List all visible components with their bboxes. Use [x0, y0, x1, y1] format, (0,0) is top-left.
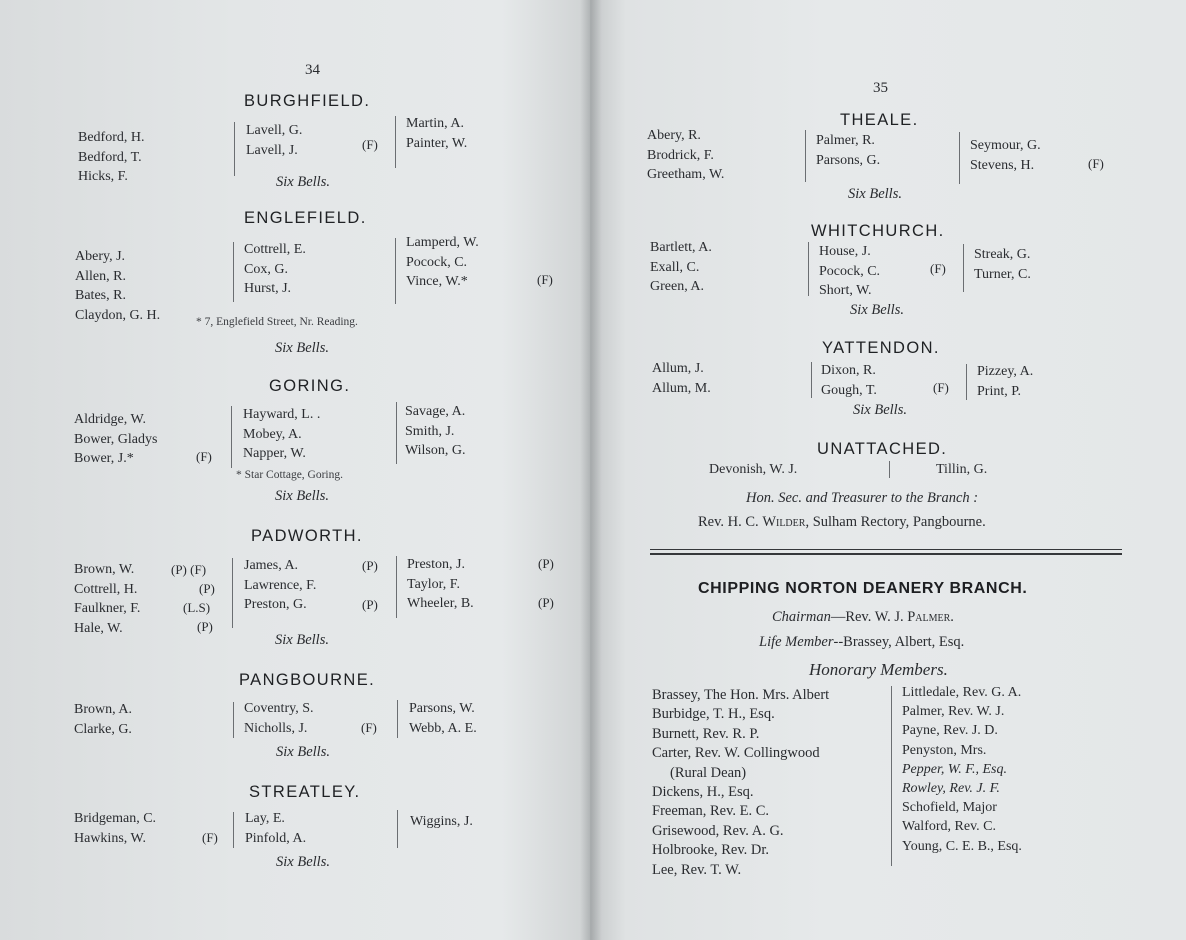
member-name: Smith, J. — [405, 423, 455, 439]
chairman-label: Chairman — [772, 609, 831, 625]
section-title: UNATTACHED. — [817, 440, 948, 458]
bells-label: Six Bells. — [276, 854, 330, 870]
member-name: Lamperd, W. — [406, 235, 479, 250]
column-divider — [811, 362, 812, 398]
column-divider — [889, 461, 890, 478]
member-name: Pocock, C. — [406, 254, 468, 270]
column-divider — [396, 402, 397, 464]
member-name: Taylor, F. — [407, 576, 460, 592]
section-title: PANGBOURNE. — [239, 671, 376, 689]
member-name: Bower, J.* — [74, 451, 134, 466]
member-name: Savage, A. — [405, 404, 466, 419]
member-name: Holbrooke, Rev. Dr. — [652, 842, 770, 859]
member-name: Claydon, G. H. — [75, 307, 161, 323]
member-name: Short, W. — [819, 283, 872, 298]
member-name: Parsons, W. — [409, 701, 475, 716]
member-name: Lee, Rev. T. W. — [652, 861, 742, 878]
hon-sec-name: Wilder — [762, 514, 806, 530]
column-divider — [232, 558, 233, 628]
member-name: Schofield, Major — [902, 800, 997, 816]
member-name: Preston, G. — [244, 597, 307, 612]
member-name: Pizzey, A. — [977, 364, 1034, 379]
section-title: THEALE. — [840, 111, 919, 129]
member-name: Streak, G. — [974, 247, 1031, 262]
member-name: Freeman, Rev. E. C. — [652, 803, 770, 820]
names-column-1 — [74, 809, 156, 848]
hon-sec-rev: Rev. H. C. — [698, 514, 763, 530]
column-divider — [959, 132, 960, 184]
member-name: Dixon, R. — [821, 363, 876, 378]
member-name: Nicholls, J. — [244, 720, 308, 736]
section-title: YATTENDON. — [822, 339, 940, 357]
section-title: WHITCHURCH. — [811, 222, 945, 240]
member-name: Bridgeman, C. — [74, 811, 157, 826]
member-name: Preston, J. — [407, 557, 465, 572]
member-name: Pinfold, A. — [245, 830, 307, 846]
names-column-1 — [74, 410, 157, 469]
member-name: Wilson, G. — [405, 443, 466, 458]
column-divider — [891, 686, 892, 866]
member-name: Brodrick, F. — [647, 147, 714, 163]
hon-sec-address: , Sulham Rectory, Pangbourne. — [805, 514, 986, 530]
names-column-1 — [78, 128, 145, 187]
page-number-right: 35 — [873, 80, 888, 96]
member-tag: (F) — [362, 137, 378, 152]
names-column-1 — [74, 560, 140, 638]
member-name: Exall, C. — [650, 259, 700, 275]
member-name: Devonish, W. J. — [709, 462, 798, 477]
member-name: Martin, A. — [406, 116, 464, 131]
names-column-3 — [977, 362, 1033, 401]
member-tag: (F) — [537, 272, 553, 287]
names-column-3 — [970, 136, 1041, 175]
bells-label: Six Bells. — [853, 402, 907, 418]
footnote: * 7, Englefield Street, Nr. Reading. — [196, 316, 358, 328]
member-name: (Rural Dean) — [670, 764, 747, 781]
member-name: Bower, Gladys — [74, 431, 158, 447]
honorary-members-heading: Honorary Members. — [809, 660, 948, 679]
bells-label: Six Bells. — [275, 340, 329, 356]
member-name: Gough, T. — [821, 382, 877, 398]
member-name: Bates, R. — [75, 288, 126, 303]
names-column-2 — [816, 131, 880, 170]
member-tag: (P) (F) — [171, 562, 207, 577]
column-divider — [963, 244, 964, 292]
member-name: Greetham, W. — [647, 167, 725, 182]
member-name: Young, C. E. B., Esq. — [902, 838, 1022, 854]
column-divider — [233, 702, 234, 738]
member-name: Brown, W. — [74, 562, 135, 577]
member-name: Hale, W. — [74, 620, 123, 636]
bells-label: Six Bells. — [275, 488, 329, 504]
member-name: Bedford, H. — [78, 130, 145, 145]
member-tag: (F) — [930, 261, 946, 276]
member-name: Pepper, W. F., Esq. — [902, 761, 1007, 777]
column-divider — [397, 810, 398, 848]
member-name: Seymour, G. — [970, 138, 1041, 153]
member-name: Turner, C. — [974, 266, 1031, 282]
member-name: Painter, W. — [406, 135, 468, 151]
column-divider — [397, 700, 398, 738]
column-divider — [234, 122, 235, 176]
member-tag: (L.S) — [183, 600, 211, 615]
member-name: Palmer, Rev. W. J. — [902, 704, 1005, 720]
names-column-3 — [974, 245, 1031, 284]
member-name: Wiggins, J. — [410, 814, 473, 829]
member-name: Payne, Rev. J. D. — [902, 723, 998, 739]
names-column-3 — [407, 555, 474, 614]
life-member-line — [759, 634, 964, 651]
page-number-left: 34 — [305, 62, 320, 78]
member-tag: (F) — [202, 830, 218, 845]
names-column-2 — [244, 240, 306, 299]
section-title: PADWORTH. — [251, 527, 363, 545]
names-column-2 — [821, 361, 877, 400]
member-name: Pocock, C. — [819, 263, 881, 279]
column-divider — [395, 116, 396, 168]
column-divider — [396, 556, 397, 618]
member-name: Lawrence, F. — [244, 577, 317, 593]
branch-title: CHIPPING NORTON DEANERY BRANCH. — [698, 580, 1028, 597]
member-tag: (F) — [933, 380, 949, 395]
member-name: Dickens, H., Esq. — [652, 784, 754, 801]
member-name: Palmer, R. — [816, 133, 875, 148]
member-name: Cottrell, E. — [244, 242, 306, 257]
member-name: Print, P. — [977, 383, 1021, 399]
section-title: STREATLEY. — [249, 783, 361, 801]
member-name: Walford, Rev. C. — [902, 819, 997, 835]
names-column-2 — [246, 121, 302, 160]
unattached-left — [709, 460, 797, 480]
member-name: Penyston, Mrs. — [902, 742, 987, 758]
member-name: Cottrell, H. — [74, 581, 138, 597]
member-name: Clarke, G. — [74, 721, 132, 737]
column-divider — [231, 406, 232, 468]
bells-label: Six Bells. — [276, 174, 330, 190]
section-title: BURGHFIELD. — [244, 92, 371, 110]
member-tag: (P) — [197, 619, 213, 634]
names-column-3 — [406, 114, 467, 153]
column-divider — [808, 242, 809, 296]
member-name: Mobey, A. — [243, 426, 302, 442]
member-name: Webb, A. E. — [409, 720, 477, 736]
member-tag: (P) — [538, 595, 554, 610]
member-tag: (P) — [199, 581, 215, 596]
member-tag: (F) — [361, 720, 377, 735]
member-name: Faulkner, F. — [74, 601, 141, 616]
member-name: Bedford, T. — [78, 149, 142, 165]
member-name: Allen, R. — [75, 268, 126, 284]
page-34 — [0, 0, 590, 940]
unattached-right — [936, 460, 987, 480]
member-name: Carter, Rev. W. Collingwood — [652, 745, 820, 762]
section-title: ENGLEFIELD. — [244, 209, 367, 227]
member-name: Coventry, S. — [244, 701, 314, 716]
names-column-3 — [410, 812, 473, 832]
names-column-1 — [75, 247, 160, 325]
member-tag: (F) — [1088, 156, 1104, 171]
member-name: Allum, J. — [652, 361, 704, 376]
life-member-label: Life Member — [759, 634, 834, 650]
member-name: Bartlett, A. — [650, 240, 712, 255]
member-name: Cox, G. — [244, 261, 288, 277]
member-name: Rowley, Rev. J. F. — [902, 781, 1000, 797]
honorary-members-right — [902, 683, 1022, 856]
chairman-name: Palmer. — [907, 609, 954, 625]
member-name: Vince, W.* — [406, 274, 468, 289]
member-name: Tillin, G. — [936, 462, 988, 477]
member-name: Lavell, J. — [246, 142, 298, 158]
member-name: Brown, A. — [74, 702, 132, 717]
chairman-rev: —Rev. W. J. — [830, 609, 908, 625]
names-column-2 — [244, 556, 316, 615]
bells-label: Six Bells. — [276, 744, 330, 760]
book-gutter — [580, 0, 602, 940]
member-name: James, A. — [244, 558, 299, 573]
column-divider — [395, 238, 396, 304]
member-name: Napper, W. — [243, 446, 306, 461]
names-column-1 — [652, 359, 711, 398]
member-name: Hicks, F. — [78, 169, 128, 184]
member-name: Abery, J. — [75, 249, 126, 264]
life-member-value: --Brassey, Albert, Esq. — [833, 634, 965, 650]
names-column-3 — [409, 699, 477, 738]
member-name: Hurst, J. — [244, 281, 292, 296]
member-tag: (F) — [196, 449, 212, 464]
names-column-1 — [74, 700, 132, 739]
names-column-1 — [650, 238, 712, 297]
member-name: Hayward, L. . — [243, 407, 321, 422]
names-column-3 — [405, 402, 466, 461]
member-name: Parsons, G. — [816, 152, 881, 168]
section-title: GORING. — [269, 377, 351, 395]
bells-label: Six Bells. — [275, 632, 329, 648]
member-name: Aldridge, W. — [74, 412, 146, 427]
names-column-2 — [245, 809, 306, 848]
section-rule — [650, 553, 1122, 555]
member-tag: (P) — [362, 597, 378, 612]
member-name: Burbidge, T. H., Esq. — [652, 706, 775, 723]
section-rule — [650, 549, 1122, 550]
page-35 — [590, 0, 1186, 940]
footnote: * Star Cottage, Goring. — [236, 469, 343, 481]
column-divider — [966, 364, 967, 400]
bells-label: Six Bells. — [848, 186, 902, 202]
member-name: Burnett, Rev. R. P. — [652, 725, 760, 742]
member-name: Lay, E. — [245, 811, 285, 826]
member-name: Grisewood, Rev. A. G. — [652, 822, 784, 839]
member-name: Green, A. — [650, 279, 705, 294]
names-column-2 — [819, 242, 880, 301]
member-name: House, J. — [819, 244, 871, 259]
member-name: Hawkins, W. — [74, 830, 146, 846]
column-divider — [233, 242, 234, 302]
bells-label: Six Bells. — [850, 302, 904, 318]
member-name: Stevens, H. — [970, 157, 1035, 173]
member-name: Lavell, G. — [246, 123, 303, 138]
names-column-3 — [406, 233, 479, 292]
column-divider — [233, 812, 234, 848]
names-column-1 — [647, 126, 724, 185]
member-name: Abery, R. — [647, 128, 701, 143]
names-column-2 — [244, 699, 313, 738]
honorary-members-left — [652, 686, 829, 880]
hon-sec-label: Hon. Sec. and Treasurer to the Branch : — [746, 490, 979, 506]
hon-sec-line — [698, 514, 986, 531]
column-divider — [805, 130, 806, 182]
member-name: Allum, M. — [652, 380, 711, 396]
member-name: Wheeler, B. — [407, 596, 474, 611]
member-name: Littledale, Rev. G. A. — [902, 685, 1022, 700]
member-tag: (P) — [362, 558, 378, 573]
chairman-line — [772, 609, 954, 626]
names-column-2 — [243, 405, 320, 464]
member-tag: (P) — [538, 556, 554, 571]
member-name: Brassey, The Hon. Mrs. Albert — [652, 687, 830, 703]
